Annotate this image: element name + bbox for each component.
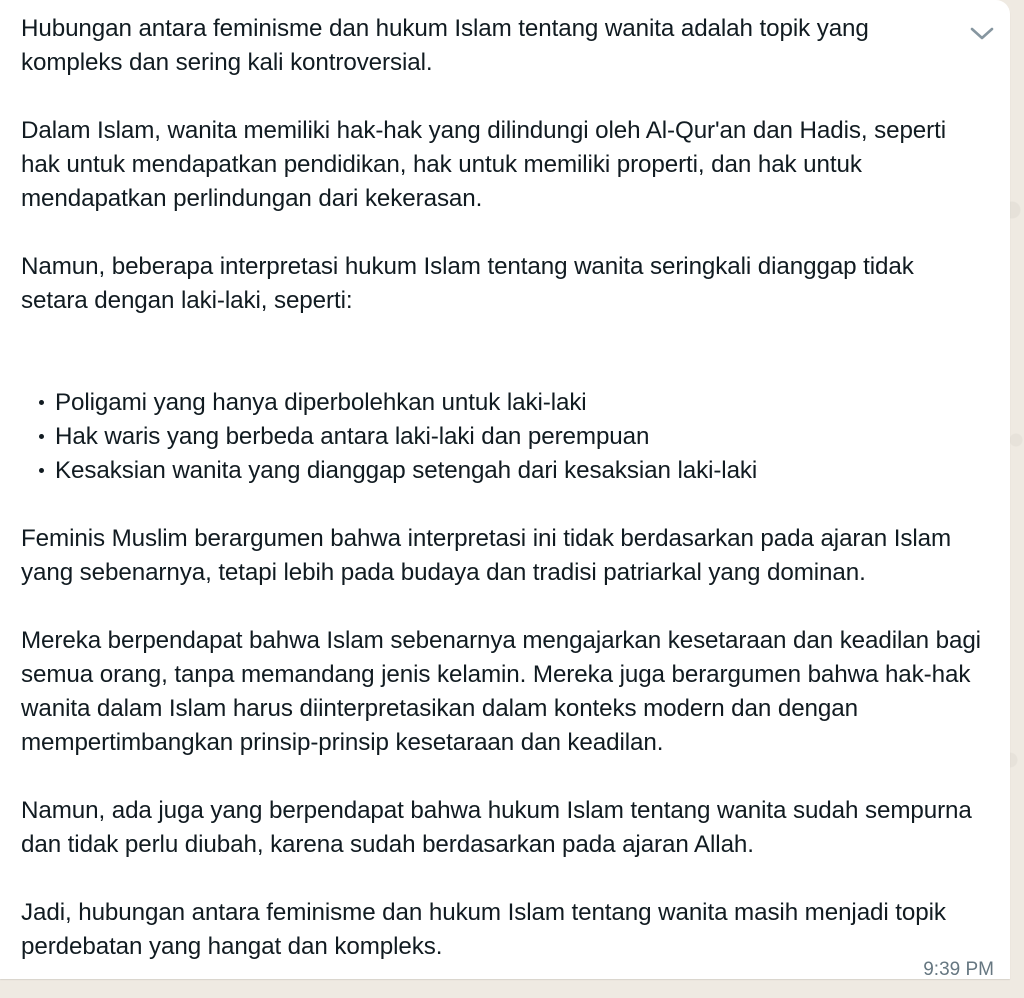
message-paragraph-interpretation: Namun, beberapa interpretasi hukum Islam tentang wanita seringkali dianggap tidak setara dengan laki-laki, seperti: [21,253,914,314]
message-paragraph-equality: Mereka berpendapat bahwa Islam sebenarnya mengajarkan kesetaraan dan keadilan bagi semua orang, tanpa memandang jenis kelamin. Mereka juga berargumen bahwa hak-hak wanita dalam Islam harus diinterpretasikan dalam konteks modern dan dengan mempertimbangkan prinsip-prinsip kesetaraan dan keadilan. [21,627,981,756]
message-paragraph-muslim-feminists: Feminis Muslim berargumen bahwa interpretasi ini tidak berdasarkan pada ajaran Islam yang sebenarnya, tetapi lebih pada budaya dan tradisi patriarkal yang dominan. [21,525,951,586]
message-timestamp: 9:39 PM [923,959,994,980]
list-item-inheritance: Hak waris yang berbeda antara laki-laki dan perempuan [35,420,986,454]
message-paragraph-traditional-view: Namun, ada juga yang berpendapat bahwa hukum Islam tentang wanita sudah sempurna dan tidak perlu diubah, karena sudah berdasarkan pada ajaran Allah. [21,797,972,858]
list-item-polygamy: Poligami yang hanya diperbolehkan untuk laki-laki [35,386,986,420]
message-paragraph-conclusion: Jadi, hubungan antara feminisme dan hukum Islam tentang wanita masih menjadi topik perdebatan yang hangat dan kompleks. [21,899,946,960]
list-item-testimony: Kesaksian wanita yang dianggap setengah dari kesaksian laki-laki [35,454,986,488]
message-text [21,12,986,998]
message-paragraph-intro: Hubungan antara feminisme dan hukum Islam tentang wanita adalah topik yang kompleks dan sering kali kontroversial. [21,15,869,76]
inequality-list [21,386,986,488]
message-paragraph-rights: Dalam Islam, wanita memiliki hak-hak yang dilindungi oleh Al-Qur'an dan Hadis, seperti hak untuk mendapatkan pendidikan, hak untuk memiliki properti, dan hak untuk mendapatkan perlindungan dari kekerasan. [21,117,946,212]
